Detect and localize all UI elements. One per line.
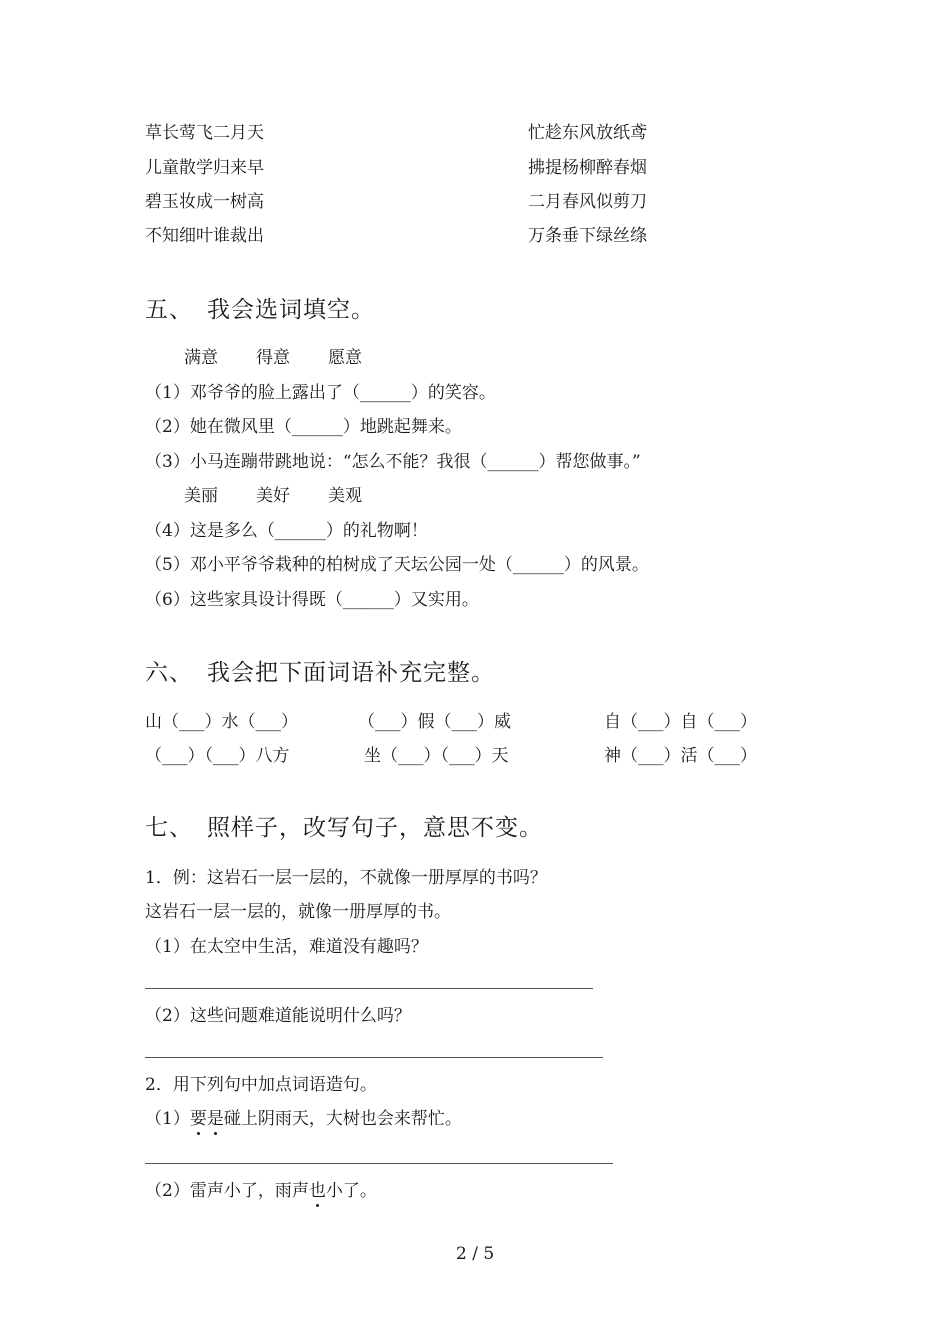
section7-heading: [145, 814, 543, 842]
idiom-4: （___）（___）八方: [145, 746, 290, 766]
question-prefix: （1）: [145, 1109, 190, 1129]
poem-left-2: 儿童散学归来早: [145, 158, 264, 178]
section5-title: 我会选词填空。: [207, 297, 375, 323]
word-bank-1: [184, 348, 400, 368]
sentence-question-1: [145, 1109, 462, 1129]
fill-item-6: （6）这些家具设计得既（______）又实用。: [145, 590, 479, 610]
answer-line-1[interactable]: [145, 988, 593, 989]
question-suffix: 小了。: [325, 1181, 377, 1201]
fill-item-3: （3）小马连蹦带跳地说：“怎么不能？我很（______）帮您做事。”: [145, 452, 641, 472]
poem-left-3: 碧玉妆成一树高: [145, 192, 264, 212]
fill-item-5: （5）邓小平爷爷栽种的柏树成了天坛公园一处（______）的风景。: [145, 555, 649, 575]
dotted-char: 要: [189, 1109, 207, 1129]
answer-line-3[interactable]: [145, 1163, 613, 1164]
idiom-2: （___）假（___）威: [358, 712, 511, 732]
section6-number: 六、: [145, 660, 193, 686]
question-prefix: （2）雷声小了，雨声: [145, 1181, 309, 1201]
fill-item-2: （2）她在微风里（______）地跳起舞来。: [145, 417, 462, 437]
word-bank-1-item: 愿意: [328, 348, 362, 368]
word-bank-2-item: 美好: [256, 486, 290, 506]
section6-title: 我会把下面词语补充完整。: [207, 660, 495, 686]
poem-right-1: 忙趁东风放纸鸢: [528, 123, 647, 143]
poem-right-3: 二月春风似剪刀: [528, 192, 647, 212]
poem-left-4: 不知细叶谁裁出: [145, 226, 264, 246]
question-suffix: 碰上阴雨天，大树也会来帮忙。: [223, 1109, 462, 1129]
fill-item-4: （4）这是多么（______）的礼物啊！: [145, 521, 428, 541]
poem-right-2: 拂提杨柳醉春烟: [528, 158, 647, 178]
dotted-char: 也: [308, 1181, 326, 1201]
word-bank-1-item: 得意: [256, 348, 290, 368]
example-1-label: 1．例：这岩石一层一层的，不就像一册厚厚的书吗？: [145, 868, 547, 888]
answer-line-2[interactable]: [145, 1057, 603, 1058]
poem-right-4: 万条垂下绿丝绦: [528, 226, 647, 246]
section7-title: 照样子，改写句子，意思不变。: [207, 815, 543, 841]
rewrite-question-2: （2）这些问题难道能说明什么吗？: [145, 1006, 411, 1026]
idiom-3: 自（___）自（___）: [604, 712, 757, 732]
rewrite-question-1: （1）在太空中生活，难道没有趣吗？: [145, 937, 428, 957]
idiom-1: 山（___）水（___）: [145, 712, 298, 732]
sentence-question-2: [145, 1181, 377, 1201]
word-bank-1-item: 满意: [184, 348, 218, 368]
section6-heading: [145, 659, 495, 687]
dotted-char: 是: [206, 1109, 224, 1129]
word-bank-2-item: 美丽: [184, 486, 218, 506]
poem-left-1: 草长莺飞二月天: [145, 123, 264, 143]
example-1-answer: 这岩石一层一层的，就像一册厚厚的书。: [145, 902, 451, 922]
example-2-label: 2．用下列句中加点词语造句。: [145, 1075, 377, 1095]
section5-number: 五、: [145, 297, 193, 323]
page-number: 2 / 5: [456, 1244, 495, 1264]
section7-number: 七、: [145, 815, 193, 841]
fill-item-1: （1）邓爷爷的脸上露出了（______）的笑容。: [145, 383, 496, 403]
idiom-6: 神（___）活（___）: [604, 746, 757, 766]
word-bank-2: [184, 486, 400, 506]
word-bank-2-item: 美观: [328, 486, 362, 506]
idiom-5: 坐（___）（___）天: [364, 746, 509, 766]
section5-heading: [145, 296, 375, 324]
